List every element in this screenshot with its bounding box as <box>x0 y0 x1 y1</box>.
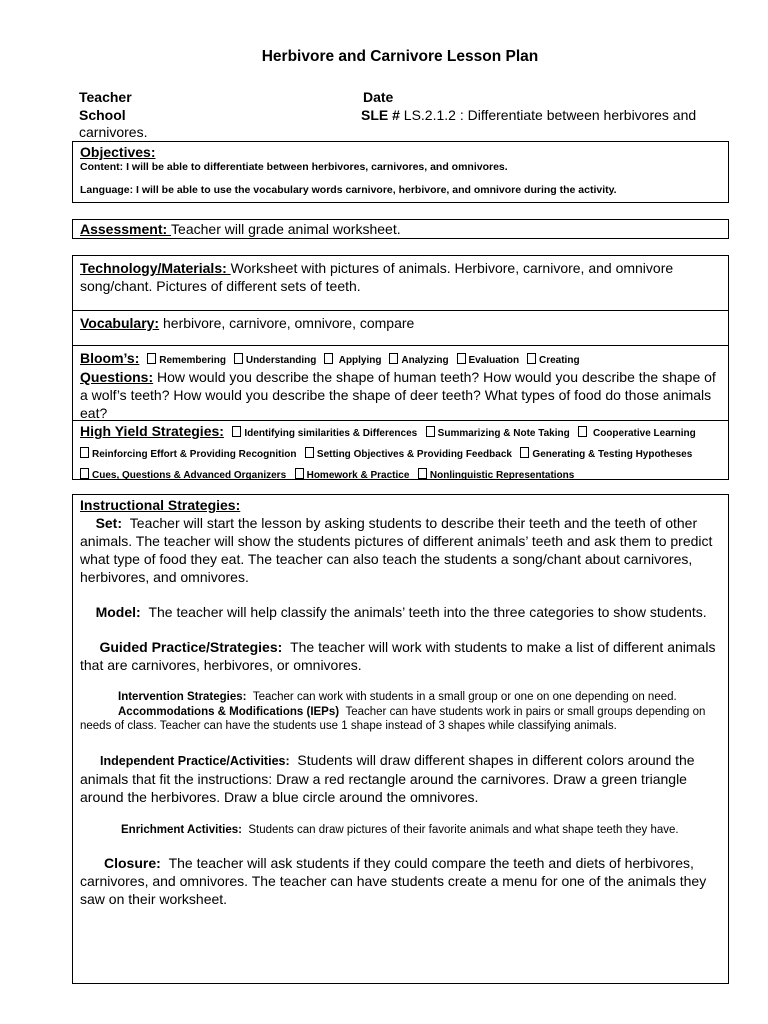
page-title: Herbivore and Carnivore Lesson Plan <box>261 48 539 65</box>
vocabulary-cell: Vocabulary: herbivore, carnivore, omnivore, compare <box>73 311 728 346</box>
independent-paragraph: Independent Practice/Activities: Students will draw different shapes in different colors around the animals that fit the instructions: Draw a red rectangle around the carnivores. Draw a green triangle around the herbivores. Draw a blue circle around the omnivores. <box>80 751 695 805</box>
date-label: Date <box>363 89 394 105</box>
enrichment-paragraph: Enrichment Activities: Students can draw pictures of their favorite animals and what shape teeth they have. <box>121 823 679 836</box>
assessment-heading: Assessment: <box>80 221 172 237</box>
accommodations-paragraph: Accommodations & Modifications (IEPs) Teacher can have students work in pairs or small groups depending on needs of class. Teacher can have the students use 1 shape instead of 3 shapes while classifying animals. <box>80 705 706 732</box>
blooms-cell <box>73 346 728 421</box>
objectives-content: Content: I will be able to differentiate between herbivores, carnivores, and omnivores. <box>80 161 508 173</box>
closure-paragraph: Closure: The teacher will ask students if they could compare the teeth and diets of herbivores, carnivores, and omnivores. The teacher can have students create a menu for one of the animals they saw on their worksheet. <box>80 855 707 907</box>
hy-reinforcing[interactable]: Reinforcing Effort & Providing Recognition <box>80 449 296 460</box>
objectives-language: Language: I will be able to use the vocabulary words carnivore, herbivore, and omnivore during the activity. <box>80 184 617 196</box>
guided-paragraph: Guided Practice/Strategies: The teacher will work with students to make a list of different animals that are carnivores, herbivores, or omnivores. <box>80 639 716 673</box>
hy-generating[interactable]: Generating & Testing Hypotheses <box>516 449 692 460</box>
technology-text: Worksheet with pictures of animals. Herbivore, carnivore, and omnivore song/chant. Pictures of different sets of teeth. <box>80 260 674 294</box>
hy-setting-objectives[interactable]: Setting Objectives & Providing Feedback <box>301 449 512 460</box>
bloom-applying[interactable]: Applying <box>320 355 381 366</box>
intervention-paragraph: Intervention Strategies: Teacher can work with students in a small group or one on one depending on need. <box>118 691 677 703</box>
assessment-text: Teacher will grade animal worksheet. <box>171 221 401 237</box>
objectives-box <box>72 141 729 203</box>
high-yield-cell <box>73 421 728 479</box>
bloom-understanding[interactable]: Understanding <box>230 355 317 366</box>
hy-identifying[interactable]: Identifying similarities & Differences <box>228 428 417 439</box>
bloom-remembering[interactable]: Remembering <box>143 355 226 366</box>
instructional-heading: Instructional Strategies: <box>80 497 241 513</box>
objectives-heading: Objectives: <box>80 144 156 160</box>
hy-homework[interactable]: Homework & Practice <box>291 470 410 481</box>
set-paragraph: Set: Teacher will start the lesson by asking students to describe their teeth and the teeth of other animals. The teacher will show the students pictures of different animals’ teeth and ask them to predict what type of food they eat. The teacher can also teach the students a song/chant about carnivores, herbivores, and omnivores. <box>80 515 713 585</box>
teacher-label: Teacher <box>79 89 132 105</box>
sle-line: SLE # LS.2.1.2 : Differentiate between herbivores and <box>361 107 697 123</box>
technology-cell: Technology/Materials: Worksheet with pictures of animals. Herbivore, carnivore, and omnivore song/chant. Pictures of different sets of teeth. <box>73 256 728 311</box>
hy-summarizing[interactable]: Summarizing & Note Taking <box>422 428 570 439</box>
bloom-evaluation[interactable]: Evaluation <box>453 355 520 366</box>
sle-continuation: carnivores. <box>79 124 148 140</box>
materials-box <box>72 255 729 480</box>
bloom-creating[interactable]: Creating <box>523 355 580 366</box>
vocabulary-text: herbivore, carnivore, omnivore, compare <box>163 315 415 331</box>
hy-cooperative[interactable]: Cooperative Learning <box>574 428 696 439</box>
model-paragraph: Model: The teacher will help classify the animals’ teeth into the three categories to show students. <box>95 604 707 620</box>
instructional-box <box>72 494 729 984</box>
hy-cues[interactable]: Cues, Questions & Advanced Organizers <box>80 470 286 481</box>
hy-nonlinguistic[interactable]: Nonlinguistic Representations <box>414 470 574 481</box>
questions-heading: Questions: <box>80 369 154 385</box>
assessment-box <box>72 219 729 239</box>
high-yield-heading: High Yield Strategies: <box>80 423 224 439</box>
blooms-heading: Bloom’s: <box>80 350 140 366</box>
questions-text: How would you describe the shape of human teeth? How would you describe the shape of a wolf’s teeth? How would you describe the shape of deer teeth? What types of food do those animals eat? <box>80 369 716 421</box>
school-label: School <box>79 107 126 123</box>
bloom-analyzing[interactable]: Analyzing <box>385 355 448 366</box>
